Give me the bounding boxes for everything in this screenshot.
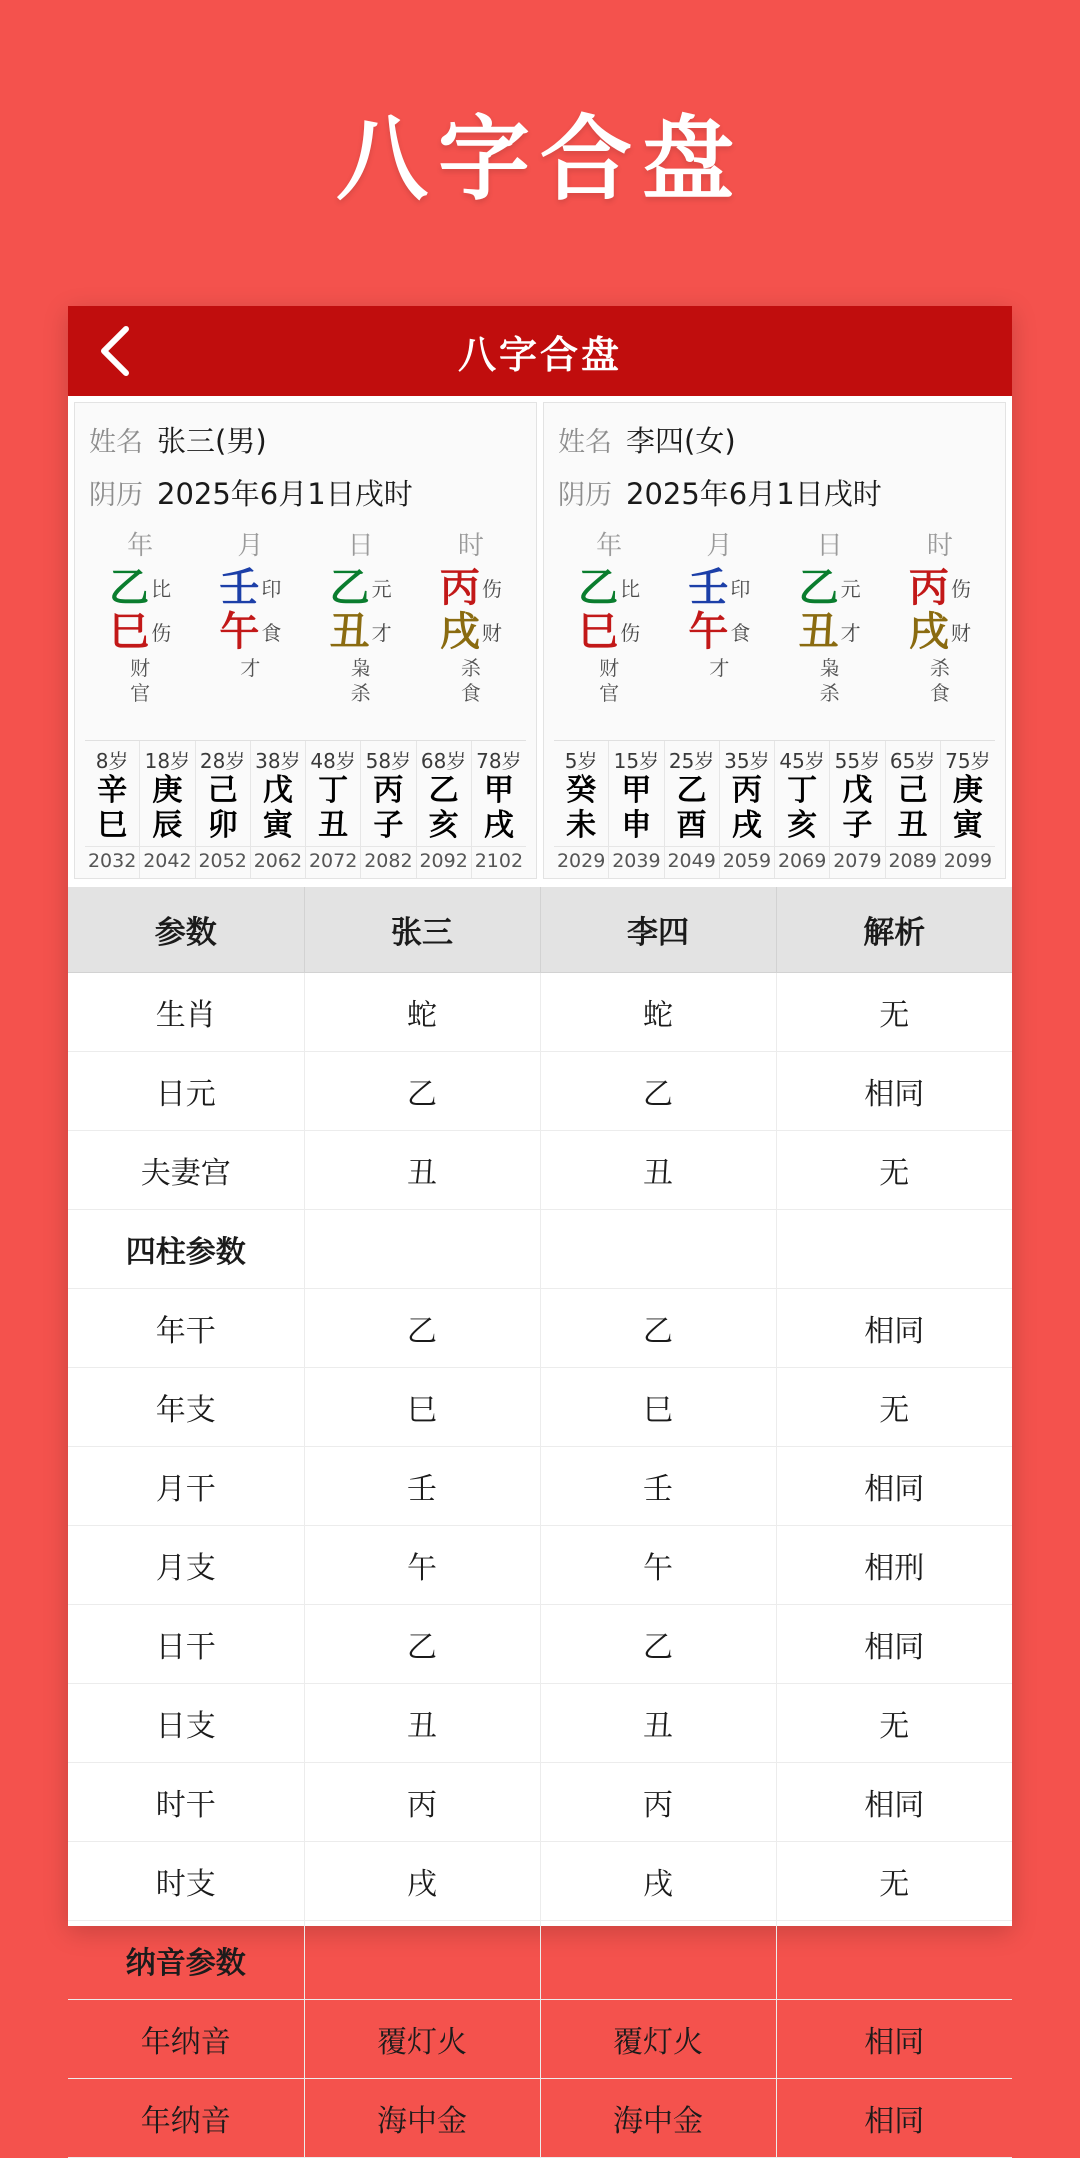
pillar-hidden-stems — [85, 656, 195, 734]
table-row — [68, 1289, 1012, 1368]
luck-gan: 己 — [207, 773, 238, 808]
row-person1-value: 戌 — [304, 1842, 540, 1921]
luck-gan: 甲 — [621, 773, 652, 808]
luck-age: 65岁 — [889, 749, 936, 773]
person2-name-label: 姓名 — [558, 427, 612, 458]
table-row — [68, 1052, 1012, 1131]
row-person2-value: 午 — [540, 1526, 776, 1605]
luck-age: 38岁 — [255, 749, 301, 773]
row-person1-value: 覆灯火 — [304, 2000, 540, 2079]
row-analysis: 无 — [776, 973, 1012, 1052]
row-parameter: 日元 — [68, 1052, 304, 1131]
pillar-header: 时 — [926, 531, 953, 561]
pillar-hidden-stems — [664, 656, 774, 734]
luck-zhi: 酉 — [676, 807, 707, 843]
column-header-analysis: 解析 — [776, 887, 1012, 973]
pillar-gan-god: 比 — [151, 577, 172, 601]
person2-calendar-label: 阴历 — [558, 480, 612, 511]
back-button[interactable] — [68, 306, 164, 396]
chevron-left-icon — [96, 323, 136, 379]
pillar — [85, 566, 195, 734]
hidden-stem: 食 — [460, 681, 481, 705]
pillar-header: 日 — [347, 531, 374, 561]
pillar-zhi: 戌 — [908, 608, 949, 655]
table-row — [68, 1131, 1012, 1210]
pillar-zhi-god: 伤 — [151, 621, 172, 645]
person2-pillars — [554, 566, 995, 734]
pillar-zhi-god: 财 — [481, 621, 502, 645]
table-row — [68, 1605, 1012, 1684]
row-analysis: 相同 — [776, 1052, 1012, 1131]
row-parameter: 年纳音 — [68, 2079, 304, 2158]
pillar-header: 月 — [237, 531, 264, 561]
pillar-header: 月 — [706, 531, 733, 561]
luck-zhi: 子 — [373, 807, 404, 843]
pillar-gan: 壬 — [219, 564, 260, 611]
pillar-gan: 乙 — [798, 564, 839, 611]
luck-gan: 辛 — [97, 773, 128, 808]
luck-age: 58岁 — [365, 749, 412, 773]
person1-name-label: 姓名 — [89, 427, 143, 458]
pillar-zhi: 午 — [688, 608, 729, 655]
row-person1-value: 壬 — [304, 1447, 540, 1526]
pillar-hidden-stems — [195, 656, 305, 734]
row-person1-value — [304, 1210, 540, 1289]
row-analysis: 相同 — [776, 2000, 1012, 2079]
luck-age: 48岁 — [310, 749, 356, 773]
row-analysis: 相同 — [776, 1289, 1012, 1368]
pillar-header: 年 — [596, 531, 623, 561]
pillar-hidden-stems — [775, 656, 885, 734]
table-row — [68, 2000, 1012, 2079]
luck-year: 2092 — [417, 846, 471, 872]
row-parameter: 年纳音 — [68, 2000, 304, 2079]
row-analysis: 相同 — [776, 1605, 1012, 1684]
table-header-row — [68, 887, 1012, 973]
luck-age: 5岁 — [564, 749, 598, 773]
phone-screenshot — [68, 306, 1012, 2139]
person1-name-value: 张三(男) — [157, 424, 267, 458]
person-cards — [68, 396, 1012, 879]
person2-name-row — [554, 413, 995, 466]
luck-zhi: 未 — [566, 807, 597, 843]
pillar-gan: 乙 — [578, 564, 619, 611]
luck-column[interactable] — [196, 741, 251, 878]
pillar-zhi: 巳 — [578, 608, 619, 655]
row-person2-value: 丑 — [540, 1131, 776, 1210]
row-person2-value: 壬 — [540, 1447, 776, 1526]
luck-gan: 乙 — [428, 773, 459, 808]
luck-zhi: 亥 — [428, 807, 459, 843]
luck-year: 2082 — [361, 846, 415, 872]
row-person2-value: 覆灯火 — [540, 2000, 776, 2079]
luck-gan: 戊 — [262, 773, 293, 808]
luck-year: 2029 — [554, 846, 608, 872]
luck-gan: 乙 — [676, 773, 707, 808]
hidden-stem: 才 — [240, 656, 261, 680]
row-person1-value: 蛇 — [304, 973, 540, 1052]
pillar-zhi-god: 食 — [730, 621, 751, 645]
luck-year: 2032 — [85, 846, 139, 872]
luck-gan: 甲 — [483, 773, 514, 808]
column-header-parameter: 参数 — [68, 887, 304, 973]
person1-calendar-row — [85, 466, 526, 519]
luck-gan: 戊 — [842, 773, 873, 808]
row-person1-value: 丑 — [304, 1684, 540, 1763]
hidden-stem: 财 — [130, 656, 151, 680]
table-row — [68, 973, 1012, 1052]
luck-year: 2102 — [472, 846, 526, 872]
luck-age: 55岁 — [834, 749, 881, 773]
table-row — [68, 1368, 1012, 1447]
row-person1-value: 午 — [304, 1526, 540, 1605]
row-person1-value: 丑 — [304, 1131, 540, 1210]
pillar-gan-god: 比 — [620, 577, 641, 601]
table-body — [68, 973, 1012, 2158]
person1-luck-cycles — [85, 740, 526, 878]
row-person2-value: 戌 — [540, 1842, 776, 1921]
pillar-hidden-stems — [416, 656, 526, 734]
app-bar — [68, 306, 1012, 396]
luck-zhi: 子 — [842, 807, 873, 843]
pillar-zhi: 丑 — [329, 608, 370, 655]
row-person2-value: 乙 — [540, 1605, 776, 1684]
luck-zhi: 寅 — [262, 807, 293, 843]
hidden-stem: 枭 — [819, 656, 840, 680]
luck-zhi: 巳 — [97, 807, 128, 843]
row-person2-value: 丑 — [540, 1684, 776, 1763]
luck-zhi: 辰 — [152, 807, 183, 843]
pillar-zhi-god: 伤 — [620, 621, 641, 645]
row-parameter: 年干 — [68, 1289, 304, 1368]
row-person2-value — [540, 1921, 776, 2000]
pillar-header: 时 — [457, 531, 484, 561]
person2-calendar-row — [554, 466, 995, 519]
comparison-table — [68, 887, 1012, 2158]
luck-gan: 庚 — [152, 773, 183, 808]
hidden-stem: 杀 — [929, 656, 950, 680]
row-analysis: 无 — [776, 1368, 1012, 1447]
pillar-zhi: 丑 — [798, 608, 839, 655]
luck-column[interactable] — [251, 741, 306, 878]
pillar-gan-god: 元 — [371, 577, 392, 601]
luck-gan: 丙 — [373, 773, 404, 808]
luck-zhi: 戌 — [731, 807, 762, 843]
luck-year: 2042 — [140, 846, 194, 872]
person-card-2 — [543, 402, 1006, 879]
pillar-gan: 乙 — [109, 564, 150, 611]
pillar-hidden-stems — [885, 656, 995, 734]
luck-age: 35岁 — [724, 749, 770, 773]
luck-gan: 丁 — [318, 773, 349, 808]
person1-pillar-headers — [85, 525, 526, 562]
luck-column[interactable] — [720, 741, 775, 878]
luck-column[interactable] — [417, 741, 472, 878]
person2-calendar-value: 2025年6月1日戌时 — [626, 477, 882, 511]
hidden-stem: 财 — [599, 656, 620, 680]
person2-name-value: 李四(女) — [626, 424, 736, 458]
pillar-zhi-god: 财 — [950, 621, 971, 645]
pillar — [775, 566, 885, 734]
luck-year: 2079 — [830, 846, 884, 872]
person2-luck-cycles — [554, 740, 995, 878]
pillar-gan-god: 印 — [261, 577, 282, 601]
row-analysis — [776, 1210, 1012, 1289]
row-person2-value: 巳 — [540, 1368, 776, 1447]
row-parameter: 夫妻宫 — [68, 1131, 304, 1210]
pillar-zhi-god: 食 — [261, 621, 282, 645]
row-parameter: 时支 — [68, 1842, 304, 1921]
luck-zhi: 戌 — [483, 807, 514, 843]
luck-year: 2099 — [941, 846, 995, 872]
row-person1-value: 乙 — [304, 1605, 540, 1684]
pillar-gan: 乙 — [329, 564, 370, 611]
pillar — [416, 566, 526, 734]
row-analysis — [776, 1921, 1012, 2000]
person-card-1 — [74, 402, 537, 879]
luck-column[interactable] — [472, 741, 526, 878]
person1-calendar-label: 阴历 — [89, 480, 143, 511]
pillar — [195, 566, 305, 734]
row-analysis: 相同 — [776, 1447, 1012, 1526]
luck-year: 2089 — [886, 846, 940, 872]
luck-age: 75岁 — [945, 749, 991, 773]
pillar-gan: 壬 — [688, 564, 729, 611]
luck-age: 28岁 — [199, 749, 246, 773]
pillar-zhi: 戌 — [439, 608, 480, 655]
row-analysis: 相同 — [776, 1763, 1012, 1842]
row-parameter: 月干 — [68, 1447, 304, 1526]
luck-zhi: 丑 — [897, 807, 928, 843]
hidden-stem: 官 — [130, 681, 151, 705]
row-analysis: 相同 — [776, 2079, 1012, 2158]
pillar — [885, 566, 995, 734]
row-parameter: 日支 — [68, 1684, 304, 1763]
luck-year: 2052 — [196, 846, 250, 872]
hidden-stem: 杀 — [350, 681, 371, 705]
luck-year: 2049 — [665, 846, 719, 872]
row-person2-value: 丙 — [540, 1763, 776, 1842]
pillar-zhi-god: 才 — [840, 621, 861, 645]
hidden-stem: 杀 — [819, 681, 840, 705]
luck-column[interactable] — [665, 741, 720, 878]
table-row — [68, 1447, 1012, 1526]
luck-age: 8岁 — [95, 749, 129, 773]
row-analysis: 无 — [776, 1842, 1012, 1921]
pillar-gan-god: 元 — [840, 577, 861, 601]
row-person1-value — [304, 1921, 540, 2000]
pillar-hidden-stems — [554, 656, 664, 734]
pillar — [664, 566, 774, 734]
table-row — [68, 1763, 1012, 1842]
luck-year: 2072 — [306, 846, 360, 872]
person2-pillar-headers — [554, 525, 995, 562]
row-parameter: 年支 — [68, 1368, 304, 1447]
row-person2-value: 蛇 — [540, 973, 776, 1052]
luck-year: 2062 — [251, 846, 305, 872]
luck-age: 25岁 — [668, 749, 715, 773]
pillar-zhi: 巳 — [109, 608, 150, 655]
row-analysis: 无 — [776, 1131, 1012, 1210]
row-parameter: 四柱参数 — [68, 1210, 304, 1289]
pillar-gan: 丙 — [908, 564, 949, 611]
hidden-stem: 食 — [929, 681, 950, 705]
table-row — [68, 1526, 1012, 1605]
hidden-stem: 枭 — [350, 656, 371, 680]
luck-gan: 庚 — [952, 773, 983, 808]
row-parameter: 纳音参数 — [68, 1921, 304, 2000]
hero-title: 八字合盘 — [335, 105, 744, 213]
pillar-gan-god: 印 — [730, 577, 751, 601]
column-header-person2: 李四 — [540, 887, 776, 973]
luck-column[interactable] — [941, 741, 995, 878]
row-person1-value: 乙 — [304, 1052, 540, 1131]
luck-column[interactable] — [85, 741, 140, 878]
luck-age: 15岁 — [613, 749, 660, 773]
pillar-gan-god: 伤 — [950, 577, 971, 601]
luck-gan: 丙 — [731, 773, 762, 808]
luck-zhi: 申 — [621, 807, 652, 843]
luck-gan: 己 — [897, 773, 928, 808]
luck-zhi: 亥 — [787, 807, 818, 843]
row-person2-value: 乙 — [540, 1289, 776, 1368]
person1-calendar-value: 2025年6月1日戌时 — [157, 477, 413, 511]
luck-column[interactable] — [609, 741, 664, 878]
luck-column[interactable] — [830, 741, 885, 878]
person1-name-row — [85, 413, 526, 466]
row-analysis: 无 — [776, 1684, 1012, 1763]
luck-age: 68岁 — [420, 749, 467, 773]
luck-column[interactable] — [140, 741, 195, 878]
luck-year: 2059 — [720, 846, 774, 872]
row-parameter: 月支 — [68, 1526, 304, 1605]
pillar-hidden-stems — [306, 656, 416, 734]
table-row — [68, 1210, 1012, 1289]
hidden-stem: 官 — [599, 681, 620, 705]
row-person1-value: 巳 — [304, 1368, 540, 1447]
luck-zhi: 丑 — [318, 807, 349, 843]
row-person2-value — [540, 1210, 776, 1289]
row-parameter: 生肖 — [68, 973, 304, 1052]
column-header-person1: 张三 — [304, 887, 540, 973]
luck-year: 2069 — [775, 846, 829, 872]
luck-age: 45岁 — [779, 749, 825, 773]
hidden-stem: 杀 — [460, 656, 481, 680]
row-person2-value: 海中金 — [540, 2079, 776, 2158]
row-person1-value: 丙 — [304, 1763, 540, 1842]
luck-column[interactable] — [775, 741, 830, 878]
luck-age: 18岁 — [144, 749, 191, 773]
row-parameter: 时干 — [68, 1763, 304, 1842]
hidden-stem: 才 — [709, 656, 730, 680]
table-row — [68, 1842, 1012, 1921]
row-person1-value: 海中金 — [304, 2079, 540, 2158]
row-person1-value: 乙 — [304, 1289, 540, 1368]
row-parameter: 日干 — [68, 1605, 304, 1684]
pillar-zhi: 午 — [219, 608, 260, 655]
pillar-zhi-god: 才 — [371, 621, 392, 645]
pillar — [554, 566, 664, 734]
table-row — [68, 1684, 1012, 1763]
luck-age: 78岁 — [476, 749, 522, 773]
pillar-header: 年 — [127, 531, 154, 561]
pillar-gan-god: 伤 — [481, 577, 502, 601]
luck-column[interactable] — [886, 741, 941, 878]
pillar-header: 日 — [816, 531, 843, 561]
pillar-gan: 丙 — [439, 564, 480, 611]
luck-gan: 癸 — [566, 773, 597, 808]
luck-column[interactable] — [361, 741, 416, 878]
row-analysis: 相刑 — [776, 1526, 1012, 1605]
luck-gan: 丁 — [787, 773, 818, 808]
luck-year: 2039 — [609, 846, 663, 872]
table-row — [68, 2079, 1012, 2158]
luck-column[interactable] — [554, 741, 609, 878]
pillar — [306, 566, 416, 734]
table-row — [68, 1921, 1012, 2000]
row-person2-value: 乙 — [540, 1052, 776, 1131]
luck-zhi: 卯 — [207, 807, 238, 843]
luck-column[interactable] — [306, 741, 361, 878]
luck-zhi: 寅 — [952, 807, 983, 843]
app-bar-title: 八字合盘 — [457, 332, 622, 377]
person1-pillars — [85, 566, 526, 734]
